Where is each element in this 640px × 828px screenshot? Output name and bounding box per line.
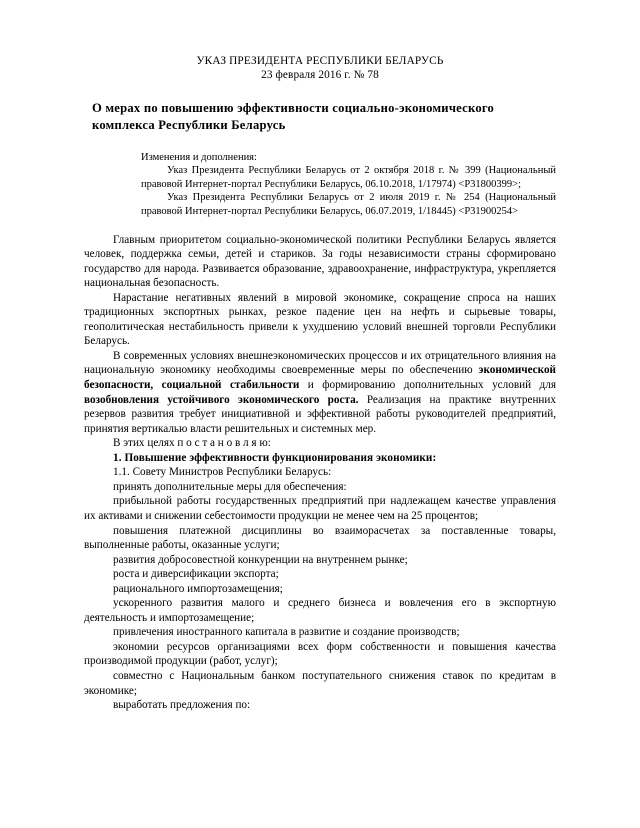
item-develop-proposals: выработать предложения по:: [113, 699, 251, 712]
paragraph-text-segment: и формированию дополнительных условий для: [299, 379, 556, 392]
paragraph-negative-trends: Нарастание негативных явлений в мировой экономике, сокращение спроса на наших традиционных экспортных рынках, резкое падение цен на нефть и сырьевые товары, геополитическая нестабильность привели к ухудшению условий внешней торговли Республики Беларусь.: [84, 291, 556, 348]
list-item: рационального импортозамещения;: [113, 582, 283, 595]
document-title: О мерах по повышению эффективности социально-экономического комплекса Республики Беларусь: [92, 100, 495, 133]
decree-date-number: 23 февраля 2016 г. № 78: [261, 68, 379, 81]
list-item: повышения платежной дисциплины во взаиморасчетах за поставленные товары, выполненные работы, оказанные услуги;: [84, 524, 556, 552]
paragraph-text-segment: Реализация на практике внутренних резервов развития требует инициативной и эффективной работы руководителей предприятий, принятия вертикалью власти решительных и системных мер.: [84, 393, 556, 435]
amendment-item: Указ Президента Республики Беларусь от 2 июля 2019 г. № 254 (Национальный правовой Интернет-портал Республики Беларусь, 06.07.2019, 1/18445) <P31900254>: [141, 192, 556, 217]
list-item: роста и диверсификации экспорта;: [113, 568, 279, 581]
section-1-heading: 1. Повышение эффективности функционирования экономики:: [113, 451, 437, 464]
list-item: экономии ресурсов организациями всех форм собственности и повышения качества производимой продукции (работ, услуг);: [84, 640, 556, 668]
amendments-block: [141, 151, 556, 219]
paragraph-text-segment: В современных условиях внешнеэкономических процессов и их отрицательного влияния на национальную экономику необходимы своевременные меры по обеспечению: [84, 349, 556, 377]
amendment-item: Указ Президента Республики Беларусь от 2 октября 2018 г. № 399 (Национальный правовой Интернет-портал Республики Беларусь, 06.10.2018, 1/17974) <P31800399>;: [141, 165, 556, 190]
item-adopt-measures: принять дополнительные меры для обеспечения:: [113, 480, 347, 493]
list-item: привлечения иностранного капитала в развитие и создание производств;: [113, 626, 460, 639]
paragraph-current-conditions: [84, 349, 556, 436]
list-item: развития добросовестной конкуренции на внутреннем рынке;: [113, 553, 408, 566]
emphasis-sustainable-growth: возобновления устойчивого экономического роста.: [84, 393, 359, 406]
item-1-1: 1.1. Совету Министров Республики Беларусь:: [113, 466, 332, 479]
amendments-label: Изменения и дополнения:: [141, 151, 257, 163]
document-body: [84, 233, 556, 713]
resolve-statement: В этих целях п о с т а н о в л я ю:: [113, 437, 271, 450]
paragraph-priority: Главным приоритетом социально-экономической политики Республики Беларусь является человек, поддержка семьи, детей и стариков. За годы независимости страны сформировано государство для народа. Развивается образование, здравоохранение, инфраструктура, укрепляется национальная безопасность.: [84, 233, 556, 290]
emphasis-economic-security: экономической безопасности, социальной стабильности: [84, 364, 556, 392]
decree-header-line: УКАЗ ПРЕЗИДЕНТА РЕСПУБЛИКИ БЕЛАРУСЬ: [196, 55, 444, 67]
list-item: прибыльной работы государственных предприятий при надлежащем качестве управления их активами и снижении себестоимости продукции не менее чем на 25 процентов;: [84, 495, 556, 522]
document-header: [84, 55, 556, 83]
list-item: ускоренного развития малого и среднего бизнеса и вовлечения его в экспортную деятельность и импортозамещение;: [84, 597, 556, 624]
list-item: совместно с Национальным банком поступательного снижения ставок по кредитам в экономике;: [84, 669, 556, 697]
